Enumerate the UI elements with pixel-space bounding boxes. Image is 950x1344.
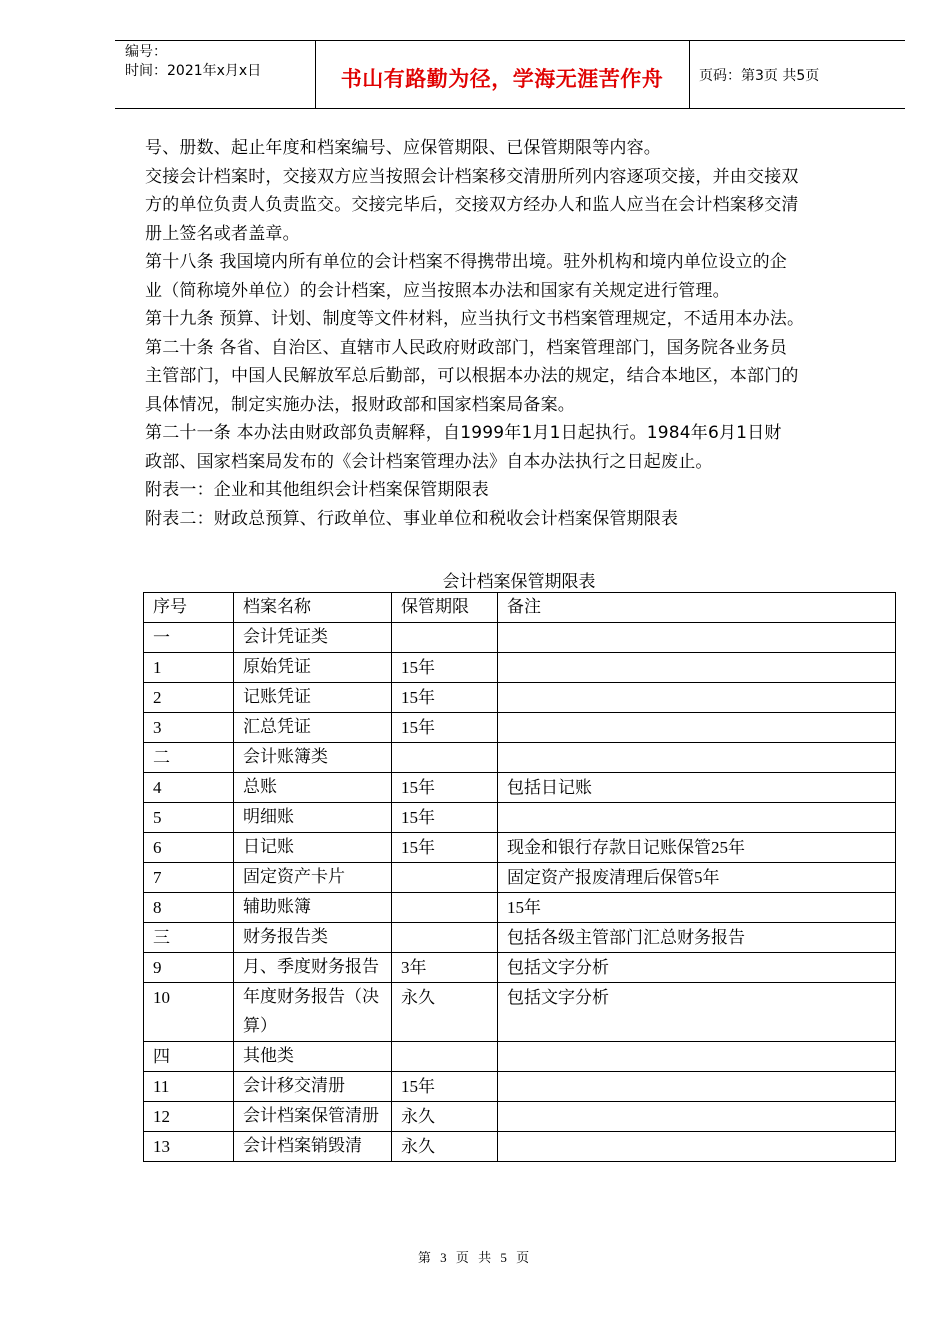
serial-cell: 二 (144, 743, 234, 773)
appendix-line: 附表一：企业和其他组织会计档案保管期限表 (145, 480, 489, 500)
retention-period-cell (392, 863, 498, 893)
header-meta (125, 43, 261, 81)
table-row (144, 803, 896, 833)
remark-cell (498, 743, 896, 773)
table-row (144, 1102, 896, 1132)
table-row (144, 953, 896, 983)
header-cell: 保管期限 (392, 593, 498, 623)
archive-name-cell: 总账 (234, 773, 392, 803)
table-row (144, 1132, 896, 1162)
retention-period-cell (392, 743, 498, 773)
serial-cell: 13 (144, 1132, 234, 1162)
serial-cell: 8 (144, 893, 234, 923)
serial-cell: 3 (144, 713, 234, 743)
remark-cell (498, 803, 896, 833)
remark-cell: 包括各级主管部门汇总财务报告 (498, 923, 896, 953)
serial-cell: 9 (144, 953, 234, 983)
remark-cell: 固定资产报废清理后保管5年 (498, 863, 896, 893)
remark-cell (498, 1102, 896, 1132)
retention-period-cell: 15年 (392, 1072, 498, 1102)
retention-period-cell: 3年 (392, 953, 498, 983)
archive-name-cell: 会计档案保管清册 (234, 1102, 392, 1132)
serial-cell: 12 (144, 1102, 234, 1132)
table-row (144, 773, 896, 803)
paragraph-line: 方的单位负责人负责监交。交接完毕后，交接双方经办人和监人应当在会计档案移交清 (145, 195, 799, 215)
archive-name-cell: 月、季度财务报告 (234, 953, 392, 983)
retention-period-cell (392, 1042, 498, 1072)
archive-name-cell: 年度财务报告（决算） (234, 983, 392, 1042)
archive-name-cell: 其他类 (234, 1042, 392, 1072)
paragraph-line: 具体情况，制定实施办法，报财政部和国家档案局备案。 (145, 394, 575, 415)
header-cell: 序号 (144, 593, 234, 623)
serial-cell: 6 (144, 833, 234, 863)
remark-cell: 包括日记账 (498, 773, 896, 803)
remark-cell (498, 1042, 896, 1072)
archive-name-cell: 固定资产卡片 (234, 863, 392, 893)
header-motto: 书山有路勤为径，学海无涯苦作舟 (340, 67, 664, 91)
serial-cell: 11 (144, 1072, 234, 1102)
table-row (144, 1042, 896, 1072)
appendix-line: 附表二：财政总预算、行政单位、事业单位和税收会计档案保管期限表 (145, 508, 679, 529)
serial-cell: 1 (144, 653, 234, 683)
table-header-row (144, 593, 896, 623)
serial-cell: 5 (144, 803, 234, 833)
paragraph-line: 第十八条 我国境内所有单位的会计档案不得携带出境。驻外机构和境内单位设立的企 (145, 252, 788, 272)
archive-name-cell: 辅助账簿 (234, 893, 392, 923)
paragraph-line: 业（简称境外单位）的会计档案，应当按照本办法和国家有关规定进行管理。 (145, 280, 730, 301)
table-row (144, 683, 896, 713)
retention-period-cell: 15年 (392, 803, 498, 833)
remark-cell (498, 1072, 896, 1102)
serial-cell: 2 (144, 683, 234, 713)
serial-cell: 四 (144, 1042, 234, 1072)
retention-table (143, 592, 896, 1162)
retention-period-cell (392, 623, 498, 653)
retention-period-cell (392, 893, 498, 923)
document-number-label: 编号： (125, 44, 167, 60)
remark-cell: 现金和银行存款日记账保管25年 (498, 833, 896, 863)
remark-cell: 包括文字分析 (498, 953, 896, 983)
archive-name-cell: 会计账簿类 (234, 743, 392, 773)
serial-cell: 三 (144, 923, 234, 953)
retention-period-cell: 15年 (392, 653, 498, 683)
paragraph-line: 第二十一条 本办法由财政部负责解释，自1999年1月1日起执行。1984年6月1日财 (145, 423, 782, 443)
paragraph-line: 册上签名或者盖章。 (145, 223, 300, 244)
remark-cell (498, 1132, 896, 1162)
archive-name-cell: 会计凭证类 (234, 623, 392, 653)
serial-cell: 10 (144, 983, 234, 1042)
table-row (144, 653, 896, 683)
remark-cell (498, 713, 896, 743)
remark-cell: 15年 (498, 893, 896, 923)
archive-name-cell: 日记账 (234, 833, 392, 863)
paragraph-line: 政部、国家档案局发布的《会计档案管理办法》自本办法执行之日起废止。 (145, 451, 713, 472)
archive-name-cell: 记账凭证 (234, 683, 392, 713)
archive-name-cell: 会计移交清册 (234, 1072, 392, 1102)
table-row (144, 1072, 896, 1102)
retention-period-cell: 永久 (392, 1102, 498, 1132)
retention-period-cell: 15年 (392, 773, 498, 803)
archive-name-cell: 财务报告类 (234, 923, 392, 953)
header-divider (689, 41, 690, 108)
header-cell: 档案名称 (234, 593, 392, 623)
page-footer: 第 3 页 共 5 页 (417, 1250, 533, 1265)
paragraph-line: 第二十条 各省、自治区、直辖市人民政府财政部门，档案管理部门，国务院各业务员 (145, 337, 788, 358)
archive-name-cell: 原始凭证 (234, 653, 392, 683)
serial-cell: 一 (144, 623, 234, 653)
table-row (144, 743, 896, 773)
paragraph-line: 主管部门，中国人民解放军总后勤部，可以根据本办法的规定，结合本地区，本部门的 (145, 366, 799, 386)
retention-period-cell: 永久 (392, 1132, 498, 1162)
remark-cell (498, 683, 896, 713)
retention-period-cell (392, 923, 498, 953)
table-row (144, 863, 896, 893)
retention-period-cell: 15年 (392, 713, 498, 743)
header-page-number: 页码：第3页 共5页 (699, 68, 820, 84)
remark-cell (498, 653, 896, 683)
retention-period-cell: 永久 (392, 983, 498, 1042)
paragraph-line: 交接会计档案时，交接双方应当按照会计档案移交清册所列内容逐项交接，并由交接双 (145, 166, 799, 187)
paragraph-line: 第十九条 预算、计划、制度等文件材料，应当执行文书档案管理规定，不适用本办法。 (145, 309, 805, 329)
serial-cell: 4 (144, 773, 234, 803)
retention-period-cell: 15年 (392, 833, 498, 863)
table-row (144, 893, 896, 923)
body-text (145, 134, 890, 533)
serial-cell: 7 (144, 863, 234, 893)
document-header (115, 40, 905, 109)
retention-period-cell: 15年 (392, 683, 498, 713)
table-row (144, 833, 896, 863)
table-row (144, 923, 896, 953)
table-title: 会计档案保管期限表 (442, 572, 596, 592)
archive-name-cell: 明细账 (234, 803, 392, 833)
header-cell: 备注 (498, 593, 896, 623)
table-row (144, 713, 896, 743)
archive-name-cell: 汇总凭证 (234, 713, 392, 743)
paragraph-line: 号、册数、起止年度和档案编号、应保管期限、已保管期限等内容。 (145, 138, 661, 158)
document-time-label: 时间：2021年x月x日 (125, 63, 262, 79)
table-row (144, 623, 896, 653)
remark-cell: 包括文字分析 (498, 983, 896, 1042)
table-row (144, 983, 896, 1042)
archive-name-cell: 会计档案销毁清 (234, 1132, 392, 1162)
remark-cell (498, 623, 896, 653)
